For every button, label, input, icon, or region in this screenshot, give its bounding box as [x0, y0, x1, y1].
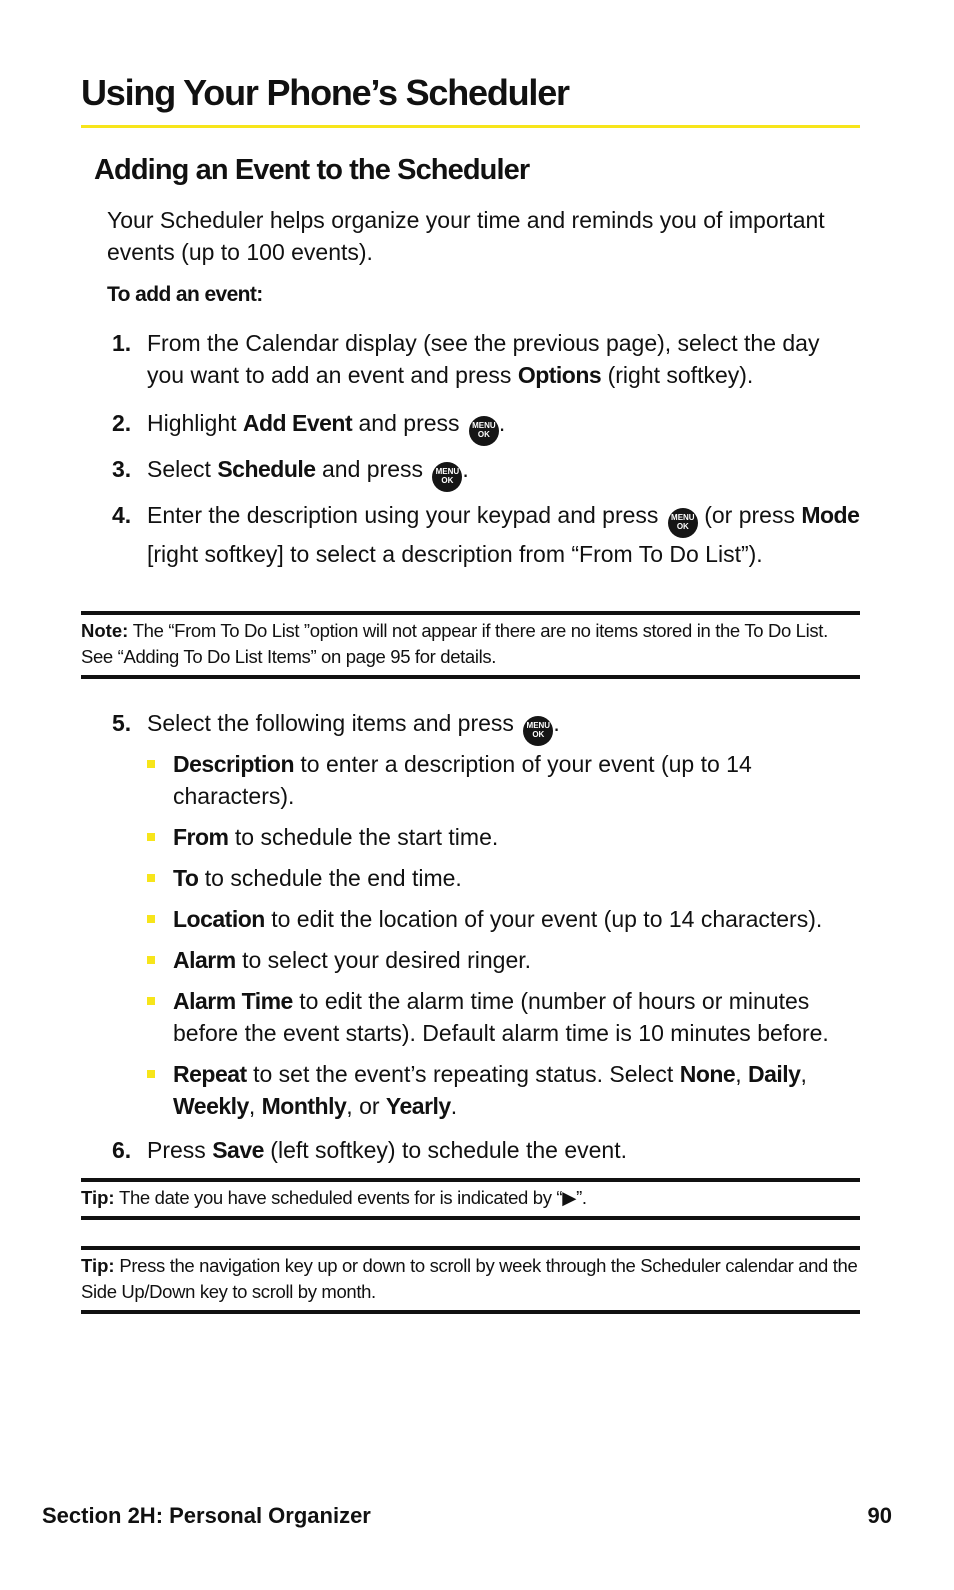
- bullet-marker: [147, 915, 155, 923]
- tip-text: Press the navigation key up or down to scroll by week through the Scheduler calendar and the Side Up/Down key to scroll by month.: [81, 1255, 858, 1302]
- step-text: (right softkey).: [601, 362, 754, 388]
- step-text: Select the following items and press: [147, 710, 521, 736]
- list-item: [147, 944, 867, 976]
- option-yearly: Yearly: [385, 1093, 451, 1119]
- step-number: 6.: [112, 1137, 132, 1163]
- bullet-marker: [147, 956, 155, 964]
- item-term: From: [173, 824, 229, 850]
- list-item: [147, 862, 867, 894]
- intro-paragraph: Your Scheduler helps organize your time and reminds you of important events (up to 100 events).: [107, 207, 825, 265]
- item-text: to schedule the end time.: [198, 865, 462, 891]
- item-term: To: [173, 865, 199, 891]
- list-item: Repeat to set the event’s repeating status. Select None, Daily, Weekly, Monthly, or Yearly.: [147, 1058, 867, 1122]
- step-number: 5.: [112, 710, 132, 736]
- item-text: to edit the alarm time (number of hours or minutes before the event starts). Default alarm time is 10 minutes before.: [173, 988, 829, 1046]
- bullet-marker: [147, 1070, 155, 1078]
- option-none: None: [679, 1061, 736, 1087]
- step-2: [112, 407, 862, 446]
- step-5: [112, 707, 862, 746]
- step-1: [112, 327, 862, 391]
- item-text: to select your desired ringer.: [235, 947, 532, 973]
- menu-ok-key-icon: MENU OK: [432, 462, 462, 492]
- step-number: 2.: [112, 410, 132, 436]
- step-text: Select: [147, 456, 218, 482]
- step-bold: Mode: [801, 502, 860, 528]
- tip1-bottom-rule: [81, 1216, 860, 1220]
- menu-ok-key-icon: MENU OK: [469, 416, 499, 446]
- step-bold: Add Event: [242, 410, 353, 436]
- item-term: Location: [173, 906, 265, 932]
- list-item: [147, 821, 867, 853]
- step-6: [112, 1134, 862, 1166]
- step-3: [112, 453, 862, 492]
- tip2-top-rule: [81, 1246, 860, 1250]
- page-title: Using Your Phone’s Scheduler: [81, 72, 569, 113]
- list-item: [147, 748, 867, 812]
- tip2-bottom-rule: [81, 1310, 860, 1314]
- tip-box-1: [81, 1185, 860, 1211]
- option-daily: Daily: [748, 1061, 801, 1087]
- tip1-top-rule: [81, 1178, 860, 1182]
- bullet-marker: [147, 874, 155, 882]
- item-text: to enter a description of your event (up to 14 characters).: [173, 751, 752, 809]
- tip-label: Tip:: [81, 1187, 115, 1208]
- step-text: [right softkey] to select a description from “From To Do List”).: [147, 541, 763, 567]
- step-bold: Schedule: [217, 456, 316, 482]
- step-text: From the Calendar display (see the previous page), select the day you want to add an event and press: [147, 330, 820, 388]
- step-text: (or press: [697, 502, 802, 528]
- note-bottom-rule: [81, 675, 860, 679]
- step-number: 4.: [112, 502, 132, 528]
- tip-label: Tip:: [81, 1255, 115, 1276]
- step-text: (left softkey) to schedule the event.: [263, 1137, 627, 1163]
- option-list: [147, 748, 867, 1131]
- note-box: [81, 618, 860, 670]
- bullet-marker: [147, 760, 155, 768]
- item-term: Description: [173, 751, 295, 777]
- step-text: and press: [315, 456, 430, 482]
- item-term: Alarm Time: [173, 988, 293, 1014]
- item-term: Repeat: [173, 1061, 247, 1087]
- step-text: and press: [352, 410, 466, 436]
- note-label: Note:: [81, 620, 129, 641]
- option-weekly: Weekly: [173, 1093, 249, 1119]
- step-text: Enter the description using your keypad and press: [147, 502, 665, 528]
- option-monthly: Monthly: [261, 1093, 347, 1119]
- list-item: [147, 985, 867, 1049]
- item-text: to schedule the start time.: [228, 824, 499, 850]
- step-number: 3.: [112, 456, 132, 482]
- section-heading: Adding an Event to the Scheduler: [94, 154, 530, 186]
- step-text: Press: [147, 1137, 213, 1163]
- item-text: to edit the location of your event (up to 14 characters).: [264, 906, 823, 932]
- note-top-rule: [81, 611, 860, 615]
- step-text: .: [462, 456, 469, 482]
- title-rule: [81, 125, 860, 128]
- tip-text: The date you have scheduled events for is indicated by “▶”.: [114, 1187, 587, 1208]
- step-text: .: [553, 710, 560, 736]
- item-term: Alarm: [173, 947, 236, 973]
- bullet-marker: [147, 833, 155, 841]
- footer-page-number: 90: [867, 1503, 892, 1528]
- step-text: Highlight: [147, 410, 243, 436]
- step-bold: Options: [517, 362, 602, 388]
- menu-ok-key-icon: MENU OK: [523, 716, 553, 746]
- step-4: [112, 499, 862, 571]
- subhead: To add an event:: [107, 283, 263, 306]
- note-text: The “From To Do List ”option will not appear if there are no items stored in the To Do List. See “Adding To Do List Items” on page 95 for details.: [81, 620, 828, 667]
- step-bold: Save: [212, 1137, 264, 1163]
- item-text: to set the event’s repeating status. Select: [246, 1061, 680, 1087]
- tip-box-2: [81, 1253, 860, 1305]
- menu-ok-key-icon: MENU OK: [668, 508, 698, 538]
- step-text: .: [498, 410, 506, 436]
- footer-section: Section 2H: Personal Organizer: [42, 1503, 371, 1528]
- step-number: 1.: [112, 330, 132, 356]
- list-item: [147, 903, 867, 935]
- bullet-marker: [147, 997, 155, 1005]
